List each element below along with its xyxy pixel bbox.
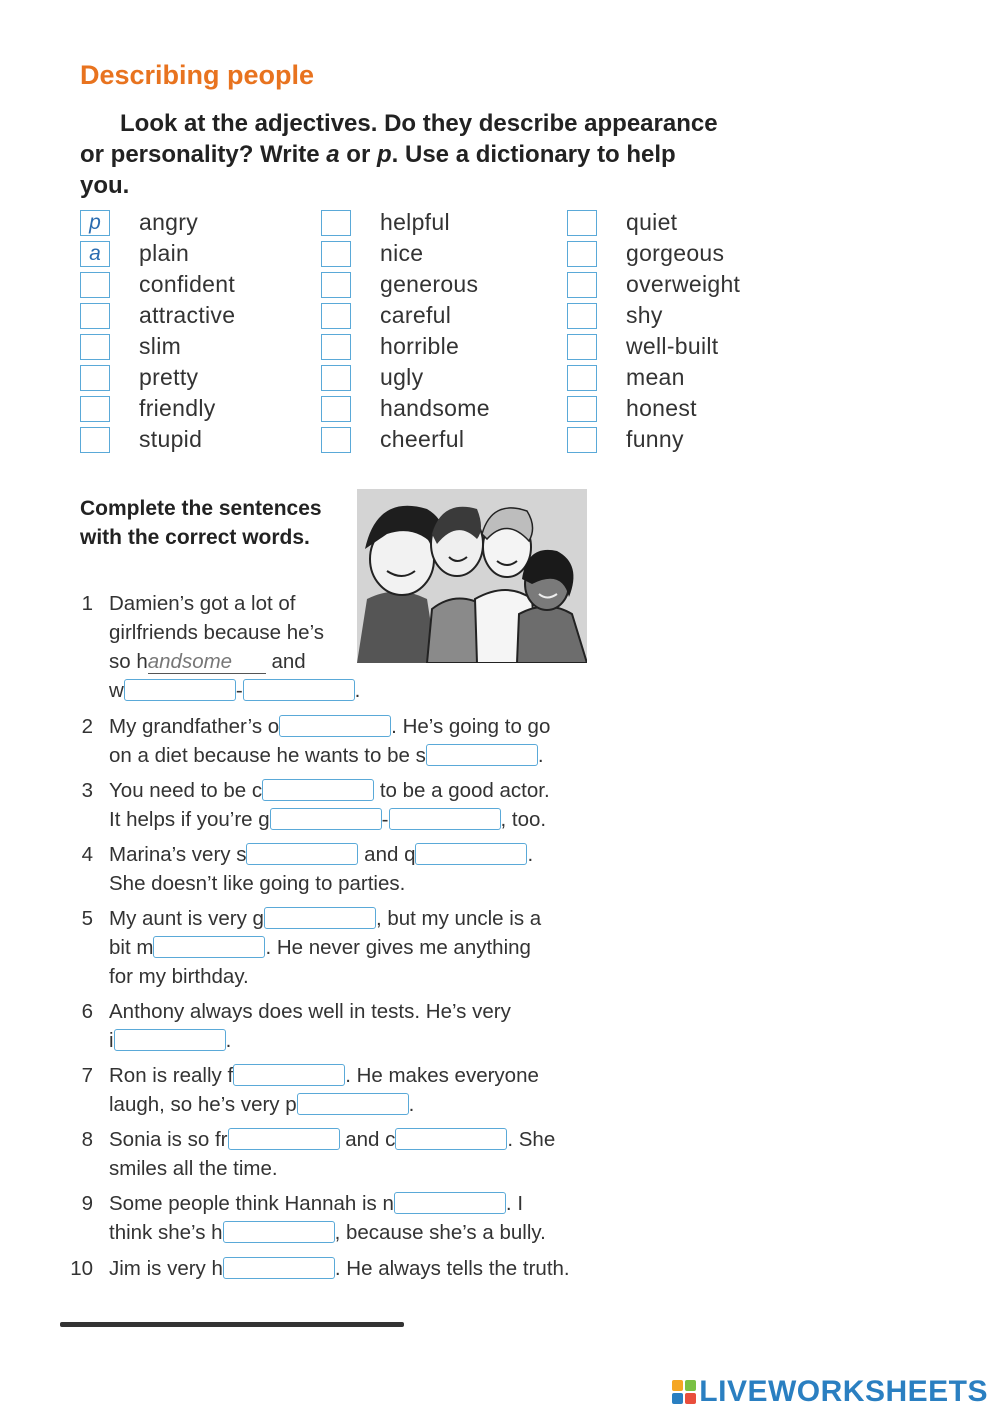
- sentence-text: laugh, so he’s very p: [109, 1093, 297, 1116]
- adjective-word: stupid: [139, 426, 203, 452]
- answer-blank[interactable]: [243, 679, 355, 701]
- answer-box[interactable]: [567, 303, 597, 329]
- sentence-text: think she’s h: [109, 1221, 223, 1244]
- answer-box[interactable]: [321, 396, 351, 422]
- answer-box[interactable]: [567, 241, 597, 267]
- answer-box[interactable]: [321, 272, 351, 298]
- page-divider: [60, 1322, 404, 1327]
- answer-box[interactable]: [567, 210, 597, 236]
- adjective-word: confident: [139, 271, 236, 297]
- answer-blank[interactable]: [223, 1257, 335, 1279]
- sentence-text: -: [235, 679, 243, 702]
- adjective-row: [321, 393, 561, 424]
- complete-heading: Complete the sentences with the correct words.: [80, 497, 322, 549]
- answer-blank[interactable]: [264, 907, 376, 929]
- answer-blank[interactable]: [246, 843, 358, 865]
- sentence-number: 8: [81, 1128, 93, 1151]
- sentence-text: .: [408, 1093, 415, 1116]
- adjective-word: overweight: [626, 271, 741, 297]
- sentence-text: .: [527, 843, 534, 866]
- adjective-column-3: [567, 207, 807, 455]
- answer-blank[interactable]: [262, 779, 374, 801]
- sentence-1: [67, 589, 607, 705]
- sentence-text: -: [381, 808, 389, 831]
- sentence-2: [67, 712, 607, 770]
- answer-box[interactable]: [80, 365, 110, 391]
- sentence-text: w: [109, 679, 124, 702]
- answer-blank[interactable]: [228, 1128, 340, 1150]
- sentence-text: She doesn’t like going to parties.: [109, 872, 406, 895]
- answer-blank[interactable]: [279, 715, 391, 737]
- instruction-a: a: [326, 141, 340, 168]
- answer-blank[interactable]: [395, 1128, 507, 1150]
- sentence-text: bit m: [109, 936, 154, 959]
- adjective-row: [80, 300, 320, 331]
- sentence-8: [67, 1125, 607, 1183]
- adjective-word: pretty: [139, 364, 199, 390]
- answer-blank[interactable]: [426, 744, 538, 766]
- adjective-row: [567, 269, 807, 300]
- answer-box[interactable]: [321, 303, 351, 329]
- adjective-word: funny: [626, 426, 684, 452]
- answer-box[interactable]: [567, 365, 597, 391]
- instruction-text: or: [339, 141, 377, 168]
- adjective-row: [80, 207, 320, 238]
- adjective-word: ugly: [380, 364, 424, 390]
- answer-box[interactable]: [321, 365, 351, 391]
- sentence-text: . He never gives me anything: [265, 936, 531, 959]
- answer-box[interactable]: [321, 210, 351, 236]
- sentence-4: [67, 840, 607, 898]
- answer-blank[interactable]: [153, 936, 265, 958]
- adjective-word: careful: [380, 302, 452, 328]
- adjective-word: nice: [380, 240, 424, 266]
- sentence-text: You need to be c: [109, 779, 263, 802]
- sentence-number: 10: [70, 1257, 93, 1280]
- sentence-text: My grandfather’s o: [109, 715, 280, 738]
- adjective-word: attractive: [139, 302, 236, 328]
- adjective-row: [321, 207, 561, 238]
- answer-box[interactable]: [567, 334, 597, 360]
- adjective-word: honest: [626, 395, 697, 421]
- sentence-text: and q: [358, 843, 416, 866]
- sentence-9: [67, 1189, 607, 1247]
- adjective-word: plain: [139, 240, 190, 266]
- answer-box[interactable]: p: [80, 210, 110, 236]
- sentence-text: .: [354, 679, 361, 702]
- answer-box[interactable]: [80, 272, 110, 298]
- adjective-row: [567, 238, 807, 269]
- sentence-text: smiles all the time.: [109, 1157, 278, 1180]
- answer-blank[interactable]: [233, 1064, 345, 1086]
- adjective-row: [321, 300, 561, 331]
- adjective-row: [80, 331, 320, 362]
- adjective-row: [567, 331, 807, 362]
- adjective-word: horrible: [380, 333, 460, 359]
- adjective-word: well-built: [626, 333, 719, 359]
- instructions: [80, 108, 720, 201]
- sentence-number: 1: [81, 592, 93, 615]
- answer-box[interactable]: [80, 396, 110, 422]
- adjective-row: [567, 393, 807, 424]
- sentence-text: to be a good actor.: [374, 779, 550, 802]
- sentence-text: Some people think Hannah is n: [109, 1192, 394, 1215]
- adjective-row: [567, 300, 807, 331]
- adjective-word: mean: [626, 364, 685, 390]
- answer-blank[interactable]: [124, 679, 236, 701]
- answer-blank[interactable]: [270, 808, 382, 830]
- adjective-row: [321, 238, 561, 269]
- sentence-number: 2: [81, 715, 93, 738]
- brand-name: LIVEWORKSHEETS: [699, 1375, 988, 1408]
- adjective-column-2: [321, 207, 561, 455]
- sentence-number: 3: [81, 779, 93, 802]
- adjective-word: angry: [139, 209, 199, 235]
- answer-box[interactable]: [321, 334, 351, 360]
- sentence-text: . He makes everyone: [345, 1064, 539, 1087]
- sentence-number: 4: [81, 843, 93, 866]
- sentence-text: for my birthday.: [109, 965, 249, 988]
- sentence-text: girlfriends because he’s: [109, 621, 324, 644]
- sentence-text: .: [225, 1029, 232, 1052]
- sentence-text: . He always tells the truth.: [334, 1257, 570, 1280]
- sentence-text: and c: [339, 1128, 396, 1151]
- sentence-text: Anthony always does well in tests. He’s very: [109, 1000, 511, 1023]
- instruction-p: p: [376, 141, 392, 168]
- answer-blank[interactable]: [114, 1029, 226, 1051]
- answer-blank[interactable]: [297, 1093, 409, 1115]
- answer-blank[interactable]: [415, 843, 527, 865]
- sentence-text: , but my uncle is a: [375, 907, 542, 930]
- answer-box[interactable]: [321, 427, 351, 453]
- adjective-row: [80, 238, 320, 269]
- answer-blank[interactable]: [394, 1192, 506, 1214]
- adjective-word: generous: [380, 271, 479, 297]
- answer-box[interactable]: [80, 334, 110, 360]
- sentence-text: . She: [507, 1128, 556, 1151]
- adjective-word: friendly: [139, 395, 216, 421]
- adjective-word: quiet: [626, 209, 678, 235]
- sentence-6: [67, 997, 607, 1055]
- sentence-5: [67, 904, 607, 991]
- liveworksheets-logo: [672, 1375, 988, 1409]
- sentence-text: , too.: [500, 808, 547, 831]
- answer-blank[interactable]: [389, 808, 501, 830]
- sentence-text: Damien’s got a lot of: [109, 592, 296, 615]
- adjective-word: shy: [626, 302, 663, 328]
- sentence-3: [67, 776, 607, 834]
- sentence-number: 9: [81, 1192, 93, 1215]
- sentence-7: [67, 1061, 607, 1119]
- answer-box[interactable]: a: [80, 241, 110, 267]
- sentence-text: on a diet because he wants to be s: [109, 744, 426, 767]
- adjective-word: helpful: [380, 209, 450, 235]
- adjective-word: gorgeous: [626, 240, 725, 266]
- sentence-number: 5: [81, 907, 93, 930]
- adjective-row: [321, 362, 561, 393]
- sentence-text: and: [265, 650, 306, 673]
- answer-box[interactable]: [567, 396, 597, 422]
- answer-box[interactable]: [80, 303, 110, 329]
- adjective-row: [80, 393, 320, 424]
- adjective-row: [567, 362, 807, 393]
- adjective-row: [321, 424, 561, 455]
- sentence-text: . I: [505, 1192, 524, 1215]
- adjective-row: [321, 269, 561, 300]
- answer-box[interactable]: [567, 272, 597, 298]
- adjective-column-1: [80, 207, 320, 455]
- sentence-text: It helps if you’re g: [109, 808, 270, 831]
- example-answer: andsome: [148, 651, 266, 674]
- sentence-text: .: [537, 744, 544, 767]
- sentence-text: Ron is really f: [109, 1064, 234, 1087]
- sentence-text: Marina’s very s: [109, 843, 247, 866]
- adjective-word: cheerful: [380, 426, 465, 452]
- sentence-text: , because she’s a bully.: [334, 1221, 546, 1244]
- adjective-row: [567, 424, 807, 455]
- sentence-10: [67, 1254, 607, 1283]
- answer-box[interactable]: [567, 427, 597, 453]
- instruction-text: . Use a dictionary to help you.: [80, 141, 676, 199]
- sentence-text: . He’s going to go: [391, 715, 551, 738]
- sentence-text: i: [109, 1029, 114, 1052]
- adjective-row: [321, 331, 561, 362]
- sentence-text: Sonia is so fr: [109, 1128, 228, 1151]
- adjective-row: [80, 269, 320, 300]
- adjective-row: [567, 207, 807, 238]
- adjective-row: [80, 424, 320, 455]
- sentence-text: so h: [109, 650, 148, 673]
- answer-blank[interactable]: [223, 1221, 335, 1243]
- liveworksheets-icon: [672, 1380, 696, 1404]
- answer-box[interactable]: [80, 427, 110, 453]
- instruction-text: Look at the adjectives. Do they describe appearance or personality? Write: [80, 110, 718, 168]
- sentence-text: Jim is very h: [109, 1257, 223, 1280]
- adjective-word: slim: [139, 333, 182, 359]
- answer-box[interactable]: [321, 241, 351, 267]
- sentence-text: My aunt is very g: [109, 907, 264, 930]
- page-title: Describing people: [80, 60, 315, 90]
- adjective-row: [80, 362, 320, 393]
- sentence-number: 6: [81, 1000, 93, 1023]
- adjective-word: handsome: [380, 395, 490, 421]
- sentence-number: 7: [81, 1064, 93, 1087]
